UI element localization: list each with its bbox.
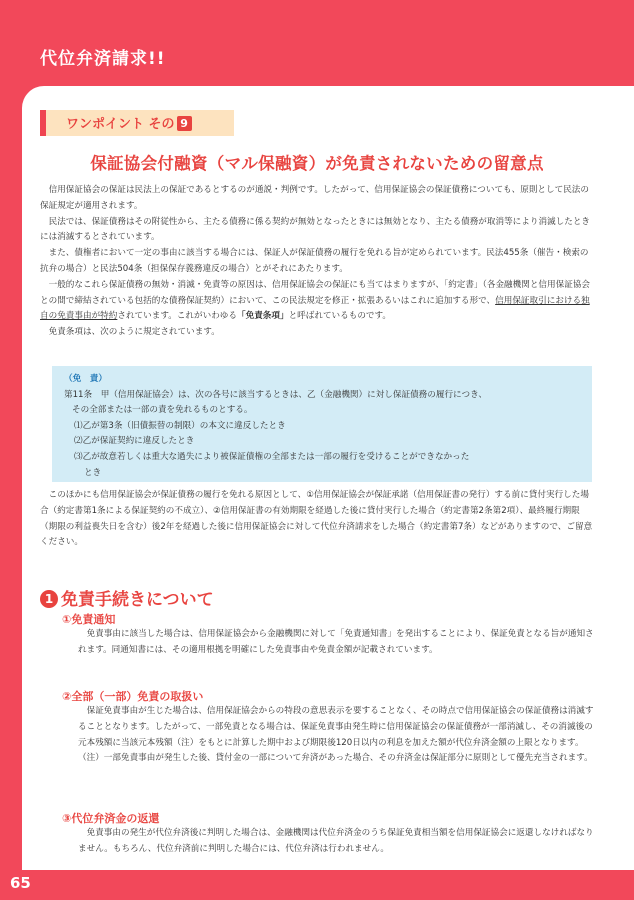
- intro-paragraph-5: 免責条項は、次のように規定されています。: [48, 327, 220, 338]
- section-1-number: 1: [40, 590, 58, 608]
- onepoint-label-text: ワンポイント その: [66, 117, 175, 132]
- main-heading: 保証協会付融資（マル保融資）が免責されないための留意点: [90, 154, 544, 173]
- after-clause-paragraph: このほかにも信用保証協会が保証債務の履行を免れる原因として、①信用保証協会が保証承諾（信用保証書の発行）する前に貸付実行した場合（約定書第1条による保証契約の不成立）、②信用保証書の有効期限を経過した後に貸付実行した場合（約定書第2条第2項）、最終履行期限（期限の利益喪失日を含む）後2年を経過した後に信用保証協会に対して代位弁済請求をした場合（約定書第7条）などがありますので、ご留意ください。: [40, 490, 593, 548]
- intro-paragraph-4: [40, 278, 596, 325]
- intro-paragraph-2: 民法では、保証債務はその附従性から、主たる債務に係る契約が無効となったときには無効となり、主たる債務が取消等により消滅したときには消滅するとされています。: [40, 216, 591, 243]
- intro-p4-part-b: されています。これがいわゆる: [117, 311, 237, 322]
- sub-heading-2: ②全部（一部）免責の取扱い: [62, 690, 204, 703]
- sub-text-1-paragraph: 免責事由に該当した場合は、信用保証協会から金融機関に対して「免責通知書」を発出することにより、保証免責となる旨が通知されます。同通知書には、その適用根拠を明確にした免責事由や免責金額が記載されています。: [78, 629, 594, 655]
- clause-box: [52, 366, 592, 482]
- sub-text-3: [78, 826, 594, 858]
- page-header-title: 代位弁済請求!!: [40, 49, 166, 69]
- clause-line-1: 第11条 甲（信用保証協会）は、次の各号に該当するときは、乙（金融機関）に対し保証債務の履行につき、: [64, 389, 487, 400]
- onepoint-label: [40, 110, 234, 136]
- intro-paragraph-3: また、債権者において一定の事由に該当する場合には、保証人が保証債務の履行を免れる旨が定められています。民法455条（催告・検索の抗弁の場合）と民法504条（担保保存義務違反の場合）とがそれにあたります。: [40, 248, 589, 274]
- sub-text-1: [78, 627, 594, 659]
- clause-item-2: ⑵乙が保証契約に違反したとき: [74, 436, 195, 447]
- intro-paragraph-1: 信用保証協会の保証は民法上の保証であるとするのが通説・判例です。したがって、信用保証協会の保証債務についても、原則として民法の保証規定が適用されます。: [40, 185, 589, 211]
- clause-title: （免 責）: [64, 374, 107, 384]
- clause-item-1: ⑴乙が第3条（旧債振替の制限）の本文に違反したとき: [74, 420, 286, 431]
- intro-p4-part-c: と呼ばれているものです。: [288, 311, 392, 322]
- section-1-title: 免責手続きについて: [61, 590, 214, 610]
- onepoint-number-badge: 9: [177, 116, 192, 131]
- clause-line-2: その全部または一部の責を免れるものとする。: [72, 405, 253, 416]
- clause-item-3-continued: とき: [84, 467, 102, 478]
- page-number: 65: [10, 874, 31, 892]
- sub-heading-1: ①免責通知: [62, 613, 116, 626]
- clause-item-3: ⑶乙が故意若しくは重大な過失により被保証債権の全部または一部の履行を受けることができなかった: [74, 451, 470, 462]
- intro-p4-bold-term: 「免責条項」: [237, 311, 289, 322]
- section-1-heading: [40, 585, 214, 610]
- sub-text-2: [78, 704, 594, 767]
- intro-p4-part-a: 一般的なこれら保証債務の無効・消滅・免責等の原因は、信用保証協会の保証にも当てはまりますが、「約定書」（各金融機関と信用保証協会との間で締結されている包括的な債務保証契約）において、この民法規定を修正・拡張あるいはこれに追加する形で、: [40, 279, 590, 306]
- sub-text-3-paragraph: 免責事由の発生が代位弁済後に判明した場合は、金融機関は代位弁済金のうち保証免責相当額を信用保証協会に返還しなければなりません。もちろん、代位弁済前に判明した場合には、代位弁済は行われません。: [78, 828, 594, 854]
- intro-text: [40, 183, 596, 341]
- intro-p4-underlined: 信用保証取引における独自の免責事由が特約: [40, 295, 590, 322]
- after-clause-text: [40, 488, 596, 551]
- sub-text-2-paragraph: 保証免責事由が生じた場合は、信用保証協会からの特段の意思表示を要することなく、その時点で信用保証協会の保証債務は消滅することとなります。したがって、一部免責となる場合は、保証免責事由発生時に信用保証協会の保証債務が一部消滅し、その消滅後の元本残額に当該元本残額（注）をもとに計算した期中および期限後120日以内の利息を加えた額が代位弁済金額の上限となります。: [78, 706, 594, 748]
- sub-heading-3: ③代位弁済金の返還: [62, 812, 160, 825]
- sub-text-2-note: （注）一部免責事由が発生した後、貸付金の一部について弁済があった場合、その弁済金は保証部分に原則として優先充当されます。: [78, 753, 593, 764]
